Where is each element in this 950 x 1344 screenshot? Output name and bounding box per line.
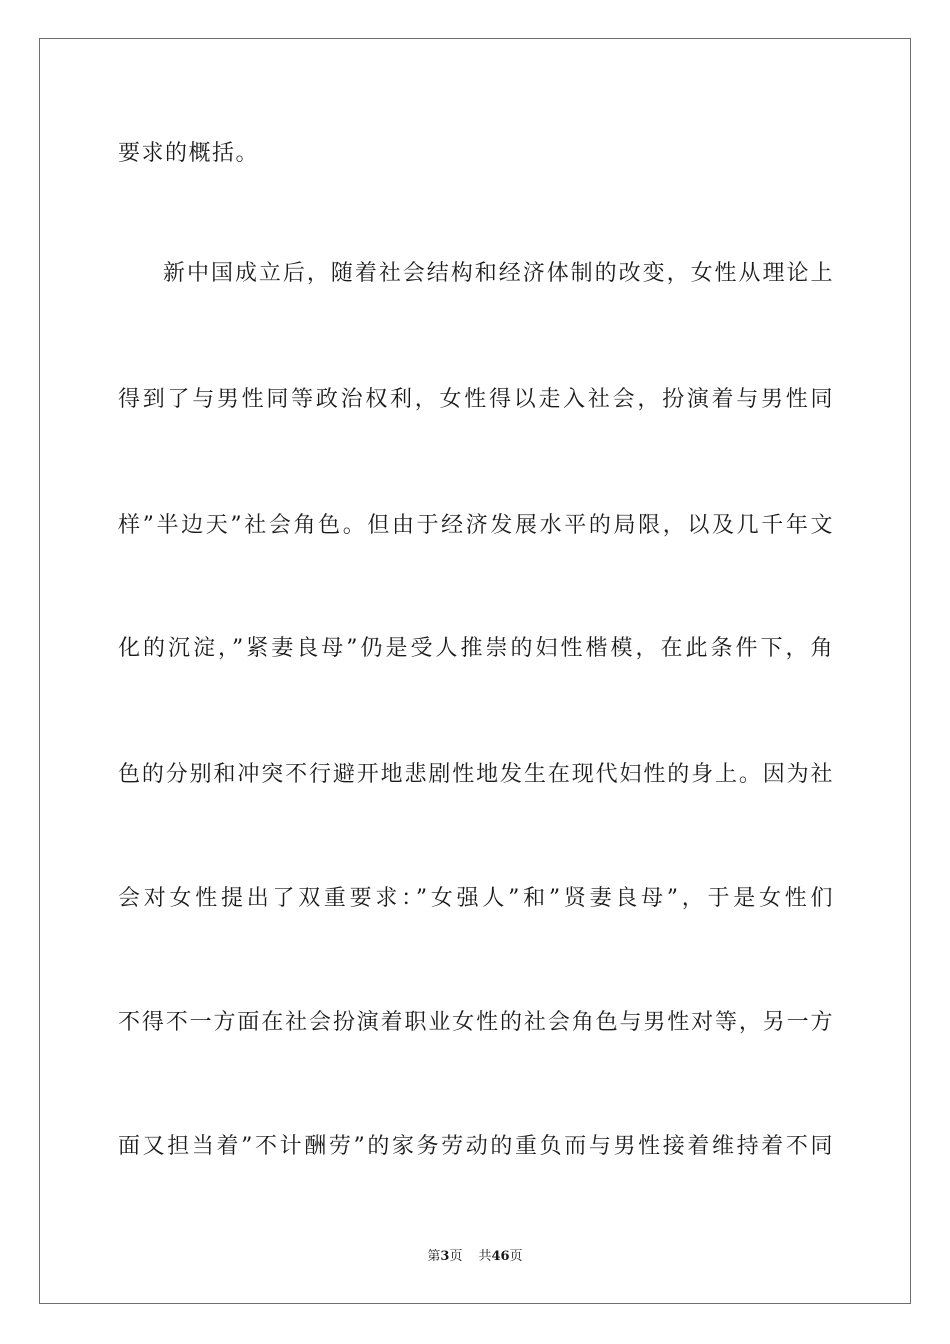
page-suffix: 页: [449, 1249, 463, 1264]
text-line-1: 要求的概括。: [118, 141, 260, 166]
text-line-3: 得到了与男性同等政治权利，女性得以走入社会，扮演着与男性同: [118, 387, 834, 412]
text-line-8: 不得不一方面在社会扮演着职业女性的社会角色与男性对等，另一方: [118, 1010, 834, 1035]
text-line-5: 化的沉淀，”紧妻良母”仍是受人推崇的妇性楷模，在此条件下，角: [118, 636, 834, 661]
text-line-4: 样”半边天”社会角色。但由于经济发展水平的局限，以及几千年文: [118, 513, 834, 538]
page-number: 3: [440, 1249, 450, 1264]
text-line-7: 会对女性提出了双重要求：”女强人”和”贤妻良母”，于是女性们: [118, 886, 834, 911]
page-frame: [39, 38, 911, 1304]
page-footer: [0, 1248, 950, 1266]
text-line-6: 色的分别和冲突不行避开地悲剧性地发生在现代妇性的身上。因为社: [118, 762, 834, 787]
text-line-2: 新中国成立后，随着社会结构和经济体制的改变，女性从理论上: [163, 261, 834, 286]
text-line-9: 面又担当着”不计酬劳”的家务劳动的重负而与男性接着维持着不同: [118, 1134, 834, 1159]
page-prefix: 第: [427, 1249, 441, 1264]
total-suffix: 页: [509, 1249, 523, 1264]
total-pages: 46: [491, 1249, 510, 1264]
total-prefix: 共: [478, 1249, 492, 1264]
